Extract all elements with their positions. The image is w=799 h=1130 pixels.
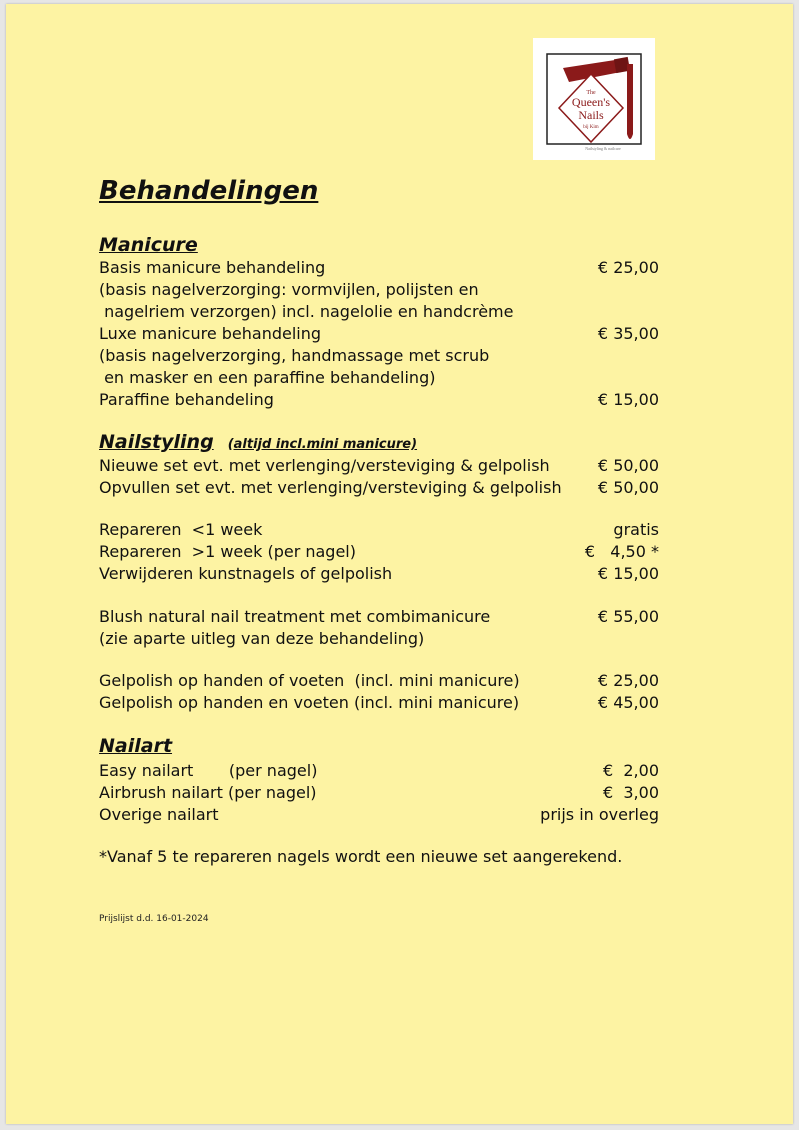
page-title: Behandelingen xyxy=(99,176,319,206)
price-row xyxy=(99,760,659,782)
treatment-label: (basis nagelverzorging, handmassage met scrub xyxy=(99,346,490,365)
price-row xyxy=(99,389,659,411)
treatment-label: Blush natural nail treatment met combimanicure xyxy=(99,607,491,626)
price-row xyxy=(99,563,659,585)
treatment-label: Gelpolish op handen en voeten (incl. mini manicure) xyxy=(99,693,520,712)
price-row xyxy=(99,477,659,499)
treatment-price: gratis xyxy=(613,520,659,539)
price-row xyxy=(99,804,659,826)
price-row xyxy=(99,670,659,692)
section-title-nailstyling xyxy=(99,430,417,457)
treatment-price: € 3,00 xyxy=(603,783,659,802)
price-row xyxy=(99,782,659,804)
treatment-price: € 25,00 xyxy=(597,258,659,277)
treatment-price: € 45,00 xyxy=(597,693,659,712)
svg-text:Queen's: Queen's xyxy=(571,95,611,109)
price-row xyxy=(99,279,659,301)
treatment-price: € 50,00 xyxy=(597,478,659,497)
price-row xyxy=(99,628,659,650)
treatment-label: (basis nagelverzorging: vormvijlen, polijsten en xyxy=(99,280,479,299)
price-row xyxy=(99,301,659,323)
treatment-label: Paraffine behandeling xyxy=(99,390,274,409)
section-title-manicure: Manicure xyxy=(99,234,198,256)
treatment-price: € 35,00 xyxy=(597,324,659,343)
treatment-label: nagelriem verzorgen) incl. nagelolie en handcrème xyxy=(99,302,514,321)
treatment-label: Easy nailart (per nagel) xyxy=(99,761,318,780)
treatment-label: Airbrush nailart (per nagel) xyxy=(99,783,317,802)
treatment-label: Opvullen set evt. met verlenging/versteviging & gelpolish xyxy=(99,478,562,497)
section-title-text: Nailstyling xyxy=(99,431,214,453)
price-row xyxy=(99,367,659,389)
svg-text:Nails: Nails xyxy=(578,108,604,122)
price-row xyxy=(99,541,659,563)
treatment-price: € 15,00 xyxy=(597,564,659,583)
price-row xyxy=(99,323,659,345)
price-row xyxy=(99,692,659,714)
price-list-date: Prijslijst d.d. 16-01-2024 xyxy=(99,914,209,924)
svg-text:The: The xyxy=(586,90,596,96)
treatment-price: prijs in overleg xyxy=(540,805,659,824)
treatment-label: Verwijderen kunstnagels of gelpolish xyxy=(99,564,393,583)
treatment-label: (zie aparte uitleg van deze behandeling) xyxy=(99,629,425,648)
section-note: (altijd incl.mini manicure) xyxy=(227,437,418,452)
price-list-page xyxy=(6,4,793,1124)
treatment-price: € 25,00 xyxy=(597,671,659,690)
treatment-price: € 50,00 xyxy=(597,456,659,475)
svg-text:Nailstyling & nailcare: Nailstyling & nailcare xyxy=(585,146,621,151)
treatment-label: Luxe manicure behandeling xyxy=(99,324,322,343)
price-row xyxy=(99,455,659,477)
price-row xyxy=(99,606,659,628)
queens-nails-logo xyxy=(533,38,655,160)
treatment-label: Gelpolish op handen of voeten (incl. mini manicure) xyxy=(99,671,520,690)
svg-text:bij Kim: bij Kim xyxy=(583,125,599,130)
section-title-nailart: Nailart xyxy=(99,735,173,757)
price-row xyxy=(99,257,659,279)
nail-polish-bottle-logo-icon xyxy=(533,38,655,160)
treatment-price: € 15,00 xyxy=(597,390,659,409)
treatment-label: en masker en een paraffine behandeling) xyxy=(99,368,436,387)
treatment-label: Overige nailart xyxy=(99,805,219,824)
treatment-price: € 55,00 xyxy=(597,607,659,626)
treatment-label: Repareren <1 week xyxy=(99,520,263,539)
treatment-price: € 4,50 * xyxy=(584,542,659,561)
repair-footnote: *Vanaf 5 te repareren nagels wordt een nieuwe set aangerekend. xyxy=(99,847,623,866)
price-row xyxy=(99,519,659,541)
treatment-label: Repareren >1 week (per nagel) xyxy=(99,542,356,561)
price-row xyxy=(99,345,659,367)
treatment-label: Basis manicure behandeling xyxy=(99,258,326,277)
treatment-label: Nieuwe set evt. met verlenging/versteviging & gelpolish xyxy=(99,456,550,475)
treatment-price: € 2,00 xyxy=(603,761,659,780)
